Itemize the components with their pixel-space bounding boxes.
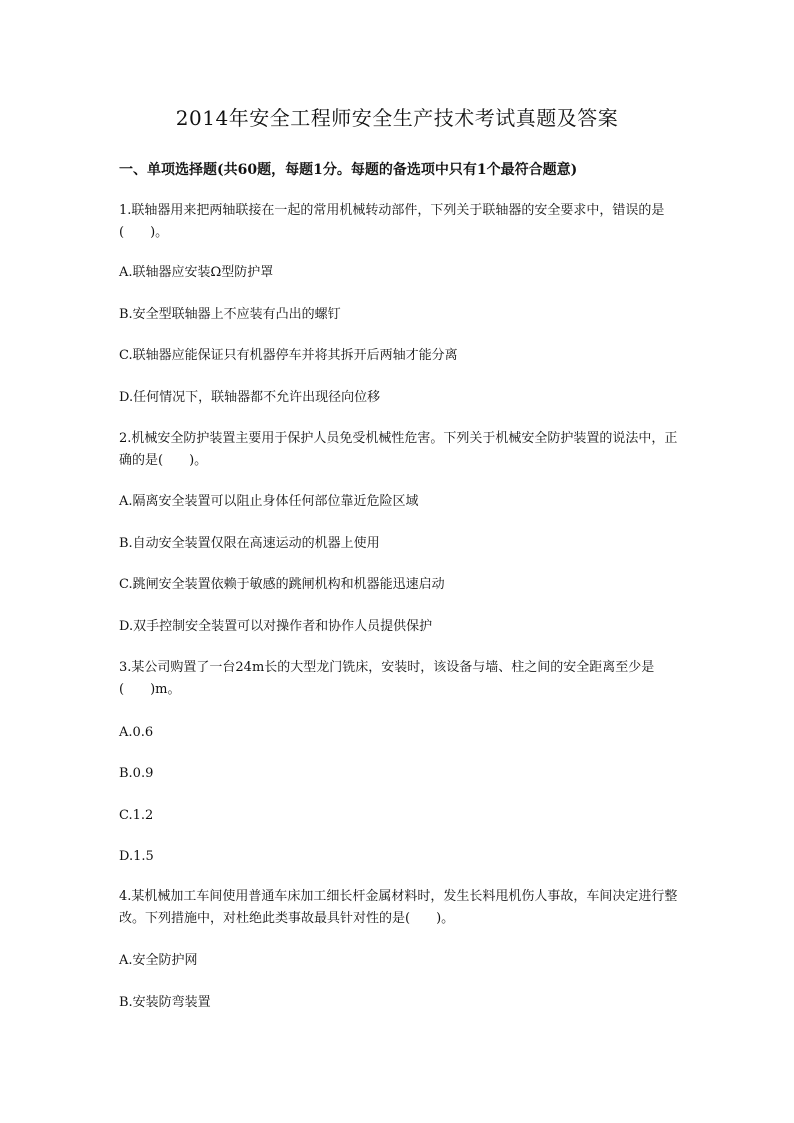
question-2-option-c: C.跳闸安全装置依赖于敏感的跳闸机构和机器能迅速启动 <box>119 577 445 592</box>
question-3-option-b: B.0.9 <box>119 766 154 781</box>
question-2-option-b: B.自动安全装置仅限在高速运动的机器上使用 <box>119 536 380 551</box>
question-stem-3: 3.某公司购置了一台24m长的大型龙门铣床，安装时，该设备与墙、柱之间的安全距离至少是( )m。 <box>119 660 655 697</box>
question-3-option-d: D.1.5 <box>119 849 154 864</box>
question-3-option-c: C.1.2 <box>119 808 154 823</box>
question-stem-1: 1.联轴器用来把两轴联接在一起的常用机械转动部件，下列关于联轴器的安全要求中，错误的是( )。 <box>119 203 665 240</box>
question-2-option-d: D.双手控制安全装置可以对操作者和协作人员提供保护 <box>119 619 433 634</box>
document-title: 2014年安全工程师安全生产技术考试真题及答案 <box>175 106 619 130</box>
question-1-option-d: D.任何情况下，联轴器都不允许出现径向位移 <box>119 390 381 405</box>
question-1-option-b: B.安全型联轴器上不应装有凸出的螺钉 <box>119 307 341 322</box>
question-4-option-b: B.安装防弯装置 <box>119 995 211 1010</box>
section-heading: 一、单项选择题(共60题，每题1分。每题的备选项中只有1个最符合题意) <box>119 162 578 178</box>
question-3-option-a: A.0.6 <box>119 725 154 740</box>
question-stem-4: 4.某机械加工车间使用普通车床加工细长杆金属材料时，发生长料甩机伤人事故，车间决定进行整改。下列措施中，对杜绝此类事故最具针对性的是( )。 <box>119 889 678 926</box>
question-4-option-a: A.安全防护网 <box>119 953 198 968</box>
question-2-option-a: A.隔离安全装置可以阻止身体任何部位靠近危险区域 <box>119 494 419 509</box>
question-1-option-c: C.联轴器应能保证只有机器停车并将其拆开后两轴才能分离 <box>119 348 458 363</box>
question-1-option-a: A.联轴器应安装Ω型防护罩 <box>119 265 274 280</box>
question-stem-2: 2.机械安全防护装置主要用于保护人员免受机械性危害。下列关于机械安全防护装置的说法中，正确的是( )。 <box>119 431 678 468</box>
